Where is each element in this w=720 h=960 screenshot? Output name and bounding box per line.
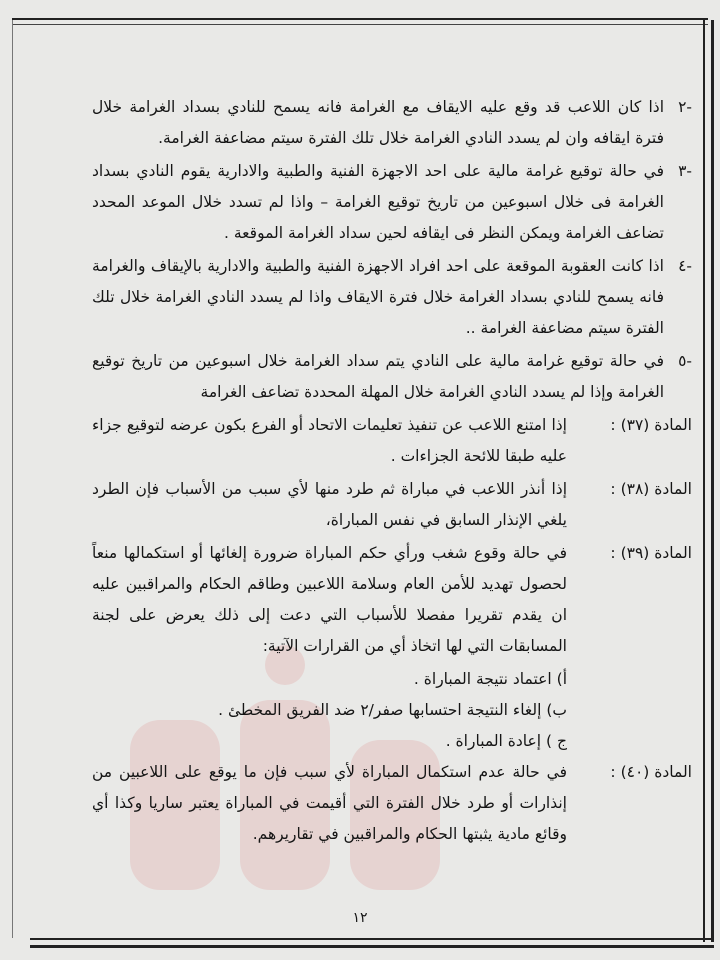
article-40 <box>92 757 692 850</box>
article-38 <box>92 474 692 536</box>
article-label: المادة (٣٨) : <box>610 480 692 498</box>
article-option: ب) إلغاء النتيجة احتسابها صفر/٢ ضد الفريق المخطئ . <box>218 701 567 719</box>
list-item <box>92 92 692 154</box>
document-body <box>92 92 692 852</box>
item-number: -٢ <box>678 98 692 116</box>
list-item <box>92 346 692 408</box>
article-text: إذا امتنع اللاعب عن تنفيذ تعليمات الاتحاد أو الفرع بكون عرضه لتوقيع جزاء عليه طبقا للائحة الجزاءات . <box>92 416 567 465</box>
page-number: ١٢ <box>352 910 368 926</box>
article-text: في حالة وقوع شغب ورأي حكم المباراة ضرورة إلغائها أو استكمالها منعاً لحصول تهديد للأمن العام وسلامة اللاعبين وطاقم الحكام والمراقبين عليه ان يقدم تقريرا مفصلا للأسباب التي دعت إلى ذلك يعرض على لجنة المسابقات التي لها اتخاذ أي من القرارات الآتية: <box>92 544 567 655</box>
item-text: اذا كان اللاعب قد وقع عليه الايقاف مع الغرامة فانه يسمح للنادي بسداد الغرامة خلال فترة ايقافه وان لم يسدد النادي الغرامة خلال تلك الفترة سيتم مضاعفة الغرامة. <box>92 98 664 147</box>
article-label: المادة (٣٧) : <box>610 416 692 434</box>
item-text: في حالة توقيع غرامة مالية على احد الاجهزة الفنية والطبية والادارية يقوم النادي بسداد الغرامة فى خلال اسبوعين من تاريخ توقيع الغرامة – واذا لم تسدد خلال الموعد المحدد تضاعف الغرامة ويمكن النظر فى ايقافه لحين سداد الغرامة الموقعة . <box>92 162 664 242</box>
article-text: في حالة عدم استكمال المباراة لأي سبب فإن ما يوقع على اللاعبين من إنذارات أو طرد خلال الفترة التي أقيمت في المباراة يعتبر ساريا وكذا أي وقائع مادية يثبتها الحكام والمراقبين في تقاريرهم. <box>92 763 567 843</box>
page-border-left <box>12 20 16 938</box>
item-number: -٣ <box>678 162 692 180</box>
article-option: ج ) إعادة المباراة . <box>445 732 567 750</box>
article-label: المادة (٤٠) : <box>610 763 692 781</box>
article-39 <box>92 538 692 662</box>
article-option: أ) اعتماد نتيجة المباراة . <box>413 670 567 688</box>
page-border-right <box>703 20 714 942</box>
page-border-top <box>12 18 708 25</box>
item-number: -٥ <box>678 352 692 370</box>
item-number: -٤ <box>678 257 692 275</box>
article-label: المادة (٣٩) : <box>610 544 692 562</box>
article-text: إذا أنذر اللاعب في مباراة ثم طرد منها لأي سبب من الأسباب فإن الطرد يلغي الإنذار السابق في نفس المباراة، <box>92 480 567 529</box>
list-item <box>92 251 692 344</box>
item-text: في حالة توقيع غرامة مالية على النادي يتم سداد الغرامة خلال اسبوعين من تاريخ توقيع الغرامة وإذا لم يسدد النادي الغرامة خلال المهلة المحددة تضاعف الغرامة <box>92 352 664 401</box>
article-37 <box>92 410 692 472</box>
list-item <box>92 156 692 249</box>
item-text: اذا كانت العقوبة الموقعة على احد افراد الاجهزة الفنية والطبية والادارية بالإيقاف والغرامة فانه يسمح للنادي بسداد الغرامة خلال فترة الايقاف واذا لم يسدد النادي الغرامة خلال تلك الفترة سيتم مضاعفة الغرامة .. <box>92 257 664 337</box>
page-border-bottom <box>30 938 714 948</box>
